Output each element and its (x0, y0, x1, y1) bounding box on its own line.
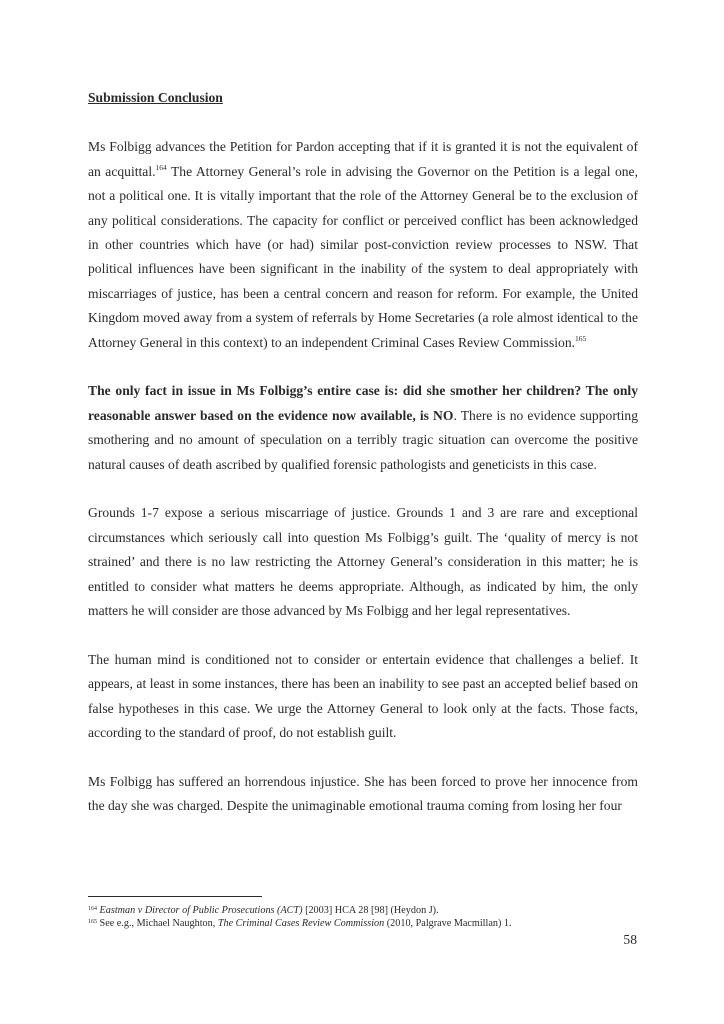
footnote-165 (88, 917, 638, 930)
footnotes (88, 896, 638, 930)
footnote-citation: (2010, Palgrave Macmillan) 1. (384, 918, 512, 929)
footnote-ref-165[interactable]: 165 (575, 333, 587, 343)
body-text (88, 86, 638, 843)
page-number: 58 (623, 932, 637, 947)
paragraph-4: The human mind is conditioned not to consider or entertain evidence that challenges a belief. It appears, at least in some instances, there has been an inability to see past an accepted belief based on false hypotheses in this case. We urge the Attorney General to look only at the facts. Those facts, according to the standard of proof, do not establish guilt. (88, 651, 638, 741)
footnote-citation: [2003] HCA 28 [98] (Heydon J). (302, 905, 439, 916)
footnote-number: 164 (88, 906, 97, 912)
footnote-book-title: The Criminal Cases Review Commission (217, 918, 385, 929)
section-heading: Submission Conclusion (88, 90, 223, 105)
footnote-prefix: See e.g., Michael Naughton, (97, 918, 218, 929)
paragraph-5: Ms Folbigg has suffered an horrendous injustice. She has been forced to prove her innocence from the day she was charged. Despite the unimaginable emotional trauma coming from losing her four (88, 773, 638, 814)
paragraph-3: Grounds 1-7 expose a serious miscarriage of justice. Grounds 1 and 3 are rare and exceptional circumstances which seriously call into question Ms Folbigg’s guilt. The ‘quality of mercy is not strained’ and there is no law restricting the Attorney General’s consideration in this matter; he is entitled to consider what matters he deems appropriate. Although, as indicated by him, the only matters he will consider are those advanced by Ms Folbigg and her legal representatives. (88, 505, 638, 619)
paragraph-1-text-b: The Attorney General’s role in advising the Governor on the Petition is a legal one, not a political one. It is vitally important that the role of the Attorney General be to the exclusion of any political considerations. The capacity for conflict or perceived conflict has been acknowledged in other countries which have (or had) similar post-conviction review processes to NSW. That political influences have been significant in the inability of the system to deal appropriately with miscarriages of justice, has been a central concern and reason for reform. For example, the United Kingdom moved away from a system of referrals by Home Secretaries (a role almost identical to the Attorney General in this context) to an independent Criminal Cases Review Commission. (88, 163, 638, 350)
footnote-ref-164[interactable]: 164 (155, 162, 167, 172)
paragraph-2-rest: . There is no evidence supporting smothering and no amount of speculation on a terribly tragic situation can overcome the positive natural causes of death ascribed by qualified forensic pathologists and geneticists in this case. (88, 407, 638, 472)
footnote-case-name: Eastman v Director of Public Prosecutions (ACT) (99, 905, 303, 916)
footnote-divider (88, 896, 262, 897)
footnote-164 (88, 904, 638, 917)
paragraph-2-bold: The only fact in issue in Ms Folbigg’s entire case is: did she smother her children? The only reasonable answer based on the evidence now available, is NO (88, 383, 638, 423)
footnote-number: 165 (88, 919, 97, 925)
paragraph-1-text-a: Ms Folbigg advances the Petition for Pardon accepting that if it is granted it is not the equivalent of an acquittal. (88, 139, 638, 179)
paragraph-2 (88, 379, 638, 477)
paragraph-1 (88, 135, 638, 355)
